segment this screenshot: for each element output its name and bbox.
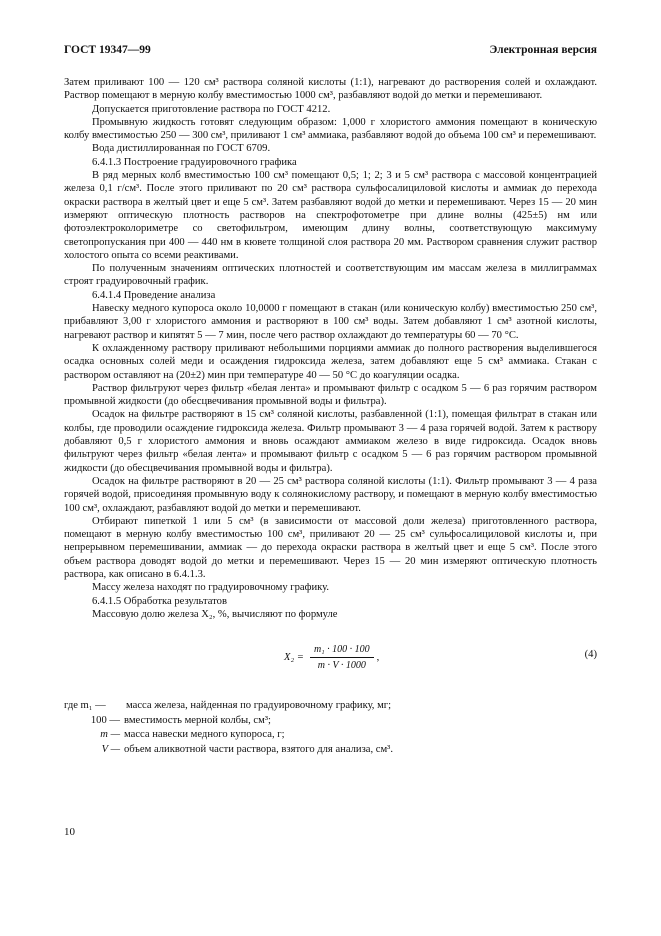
- document-code: ГОСТ 19347—99: [64, 44, 151, 56]
- paragraph: К охлажденному раствору приливают небольшими порциями аммиак до полного растворения выделившегося осадка основных солей меди и осаждения гидроксида железа, затем добавляют еще 5 см³ аммиака. Стакан с раствором оставляют на (20±2) мин при температуре 40 — 50 °C до коагуляции осадка.: [64, 342, 597, 381]
- definition-symbol: m —: [100, 729, 120, 741]
- formula-fraction: [310, 643, 374, 673]
- section-heading: 6.4.1.3 Построение градуировочного графика: [92, 156, 297, 168]
- definition-symbol: 100 —: [90, 714, 120, 726]
- edition-label: Электронная версия: [489, 44, 597, 56]
- paragraph: Промывную жидкость готовят следующим образом: 1,000 г хлористого аммония помещают в коническую колбу вместимостью 250 — 300 см³, приливают 1 см³ аммиака, разбавляют водой до объема 100 см³ и перемешивают.: [64, 116, 597, 142]
- definition-row: [64, 728, 597, 743]
- definition-row: [64, 714, 597, 729]
- definition-text: объем аликвотной части раствора, взятого для анализа, см³.: [124, 743, 393, 755]
- definition-symbol: где m₁ —: [64, 700, 106, 712]
- definition-text: масса железа, найденная по градуировочному графику, мг;: [126, 700, 392, 712]
- paragraph: Массовую долю железа X₂, %, вычисляют по формуле: [92, 608, 338, 620]
- paragraph: В ряд мерных колб вместимостью 100 см³ помещают 0,5; 1; 2; 3 и 5 см³ раствора с массовой концентрацией железа 0,1 г/см³. После этого приливают по 20 см³ раствора сульфосалициловой кислоты и аммиак до перехода окраски раствора в желтый цвет и еще 5 см³. Затем разбавляют водой до метки и перемешивают. Через 15 — 20 мин измеряют оптическую плотность растворов на спектрофотометре при длине волны (425±5) нм или фотоэлектроколориметре со светофильтром, имеющим длину волны, соответствующую максимуму светопропускания при 400 — 440 нм в кювете толщиной слоя раствора 20 мм. Раствором сравнения служит раствор холостого опыта со всеми реактивами.: [64, 170, 597, 261]
- paragraph: Отбирают пипеткой 1 или 5 см³ (в зависимости от массовой доли железа) приготовленного раствора, помещают в мерную колбу вместимостью 100 см³, приливают 20 — 25 см³ сульфосалициловой кислоты и, при непрерывном перемешивании, аммиак — до перехода окраски раствора в желтый цвет и еще 5 см³. После этого объем раствора доводят водой до метки и перемешивают. Через 15 — 20 мин измеряют оптическую плотность раствора, как описано в 6.4.1.3.: [64, 515, 597, 580]
- formula-block: [64, 625, 597, 685]
- paragraph: Раствор фильтруют через фильтр «белая лента» и промывают фильтр с осадком 5 — 6 раз горячим раствором промывной жидкости (до обесцвечивания промывной воды и фильтра).: [64, 382, 597, 408]
- paragraph: Массу железа находят по градуировочному графику.: [92, 582, 330, 594]
- definition-text: вместимость мерной колбы, см³;: [124, 714, 271, 726]
- definition-row: [64, 699, 597, 714]
- paragraph: Вода дистиллированная по ГОСТ 6709.: [92, 143, 271, 155]
- section-heading: 6.4.1.5 Обработка результатов: [92, 595, 227, 607]
- definition-symbol: V —: [101, 743, 120, 755]
- paragraph: Затем приливают 100 — 120 см³ раствора соляной кислоты (1:1), нагревают до растворения солей и охлаждают. Раствор помещают в мерную колбу вместимостью 1000 см³, разбавляют водой до метки и перемешивают.: [64, 77, 597, 102]
- formula-numerator: m₁ · 100 · 100: [310, 643, 374, 658]
- paragraph: Осадок на фильтре растворяют в 20 — 25 см³ раствора соляной кислоты (1:1). Фильтр промывают 3 — 4 раза горячей водой, присоединяя промывную воду к солянокислому раствору, и помещают в мерную колбу вместимостью 100 см³, охлаждают, разбавляют водой до метки и перемешивают.: [64, 475, 597, 514]
- definition-row: [64, 743, 597, 758]
- definitions-list: [64, 699, 597, 757]
- paragraph: По полученным значениям оптических плотностей и соответствующим им массам железа в миллиграммах строят градуировочный график.: [64, 263, 597, 288]
- paragraph: Осадок на фильтре растворяют в 15 см³ соляной кислоты, разбавленной (1:1), помещая фильтрат в стакан или колбы, где проводили осаждение гидроксида железа. Фильтр промывают 3 — 4 раза горячей водой. Затем к раствору добавляют 0,5 г хлористого аммония и вновь осаждают аммиаком железо в виде гидроксида. Осадок вновь фильтруют через фильтр «белая лента» и промывают фильтр с осадком 5 — 6 раз горячим раствором промывной жидкости (до обесцвечивания промывной воды и фильтра).: [64, 409, 597, 474]
- section-heading: 6.4.1.4 Проведение анализа: [92, 289, 216, 301]
- formula-denominator: m · V · 1000: [317, 660, 366, 672]
- formula-number: (4): [584, 649, 597, 661]
- formula-tail: ,: [376, 652, 380, 664]
- definition-text: масса навески медного купороса, г;: [124, 729, 285, 741]
- formula: [284, 643, 379, 673]
- page-number: 10: [64, 826, 75, 838]
- document-body: [64, 76, 597, 757]
- paragraph: Допускается приготовление раствора по ГОСТ 4212.: [92, 103, 331, 115]
- formula-lhs: X₂ =: [284, 652, 304, 664]
- paragraph: Навеску медного купороса около 10,0000 г помещают в стакан (или коническую колбу) вместимостью 250 см³, прибавляют 3,00 г хлористого аммония и растворяют в 100 см³ воды. Затем добавляют 1 см³ азотной кислоты, нагревают раствор и кипятят 5 — 7 мин, после чего раствор охлаждают до температуры 60 — 70 °C.: [64, 303, 597, 341]
